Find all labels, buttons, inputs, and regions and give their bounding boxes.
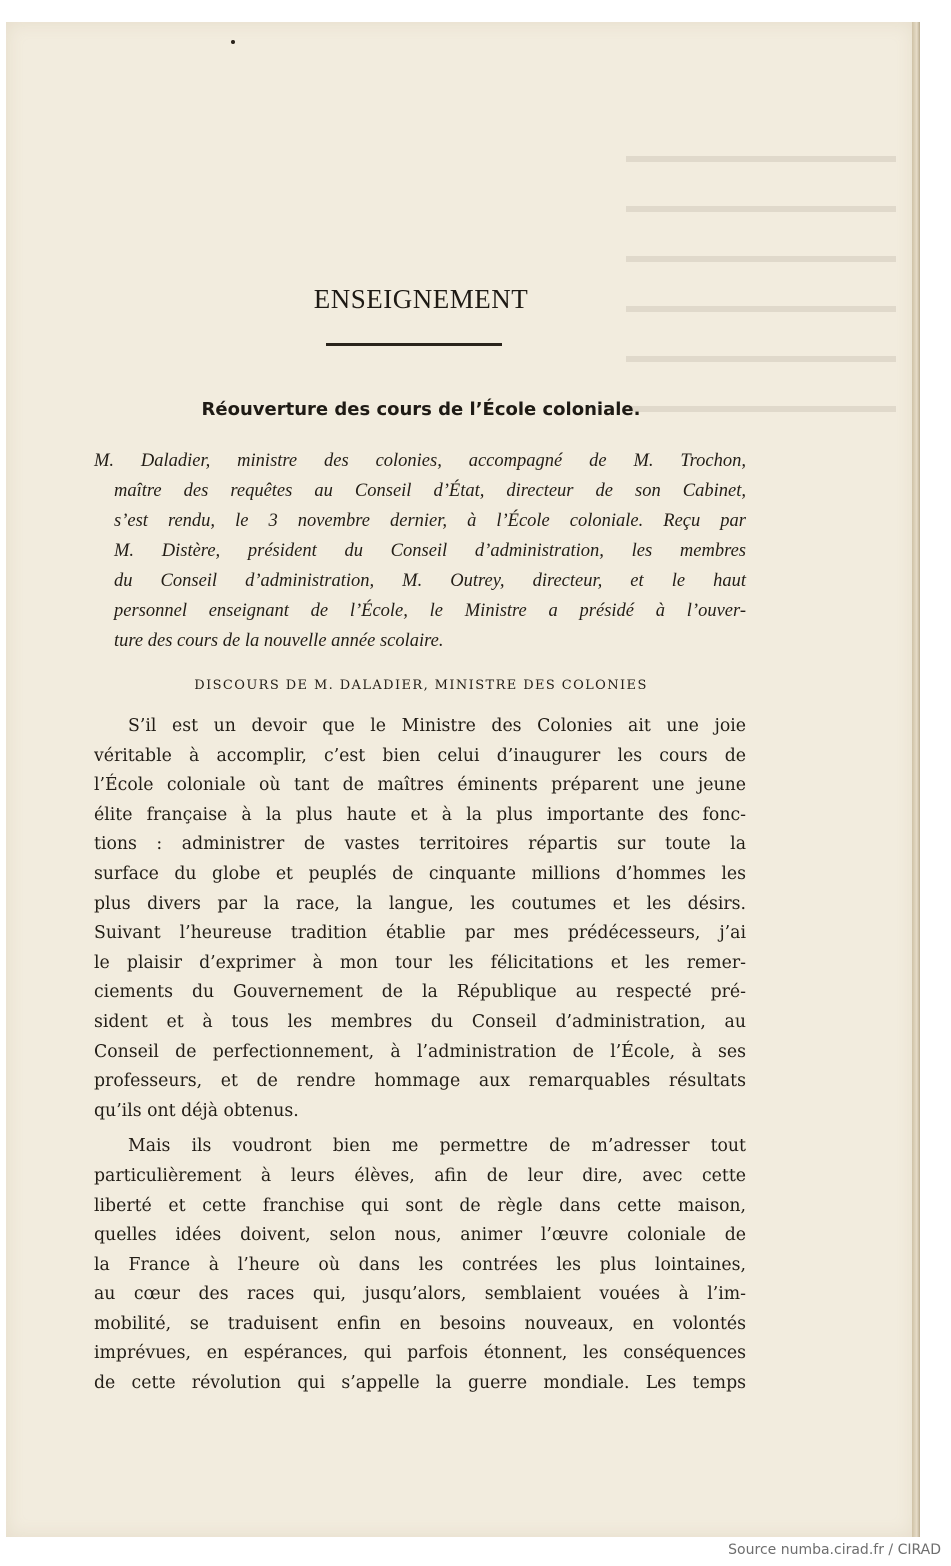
body-line: qu’ils ont déjà obtenus. — [94, 1100, 299, 1121]
body-line: au cœur des races qui, jusqu’alors, semblaient vouées à l’im- — [94, 1284, 746, 1305]
body-line: sident et à tous les membres du Conseil d’administration, au — [94, 1011, 746, 1032]
body-line: ciements du Gouvernement de la République au respecté pré- — [94, 982, 746, 1003]
body-line: la France à l’heure où dans les contrées les plus lointaines, — [94, 1254, 746, 1275]
body-line: S’il est un devoir que le Ministre des Colonies ait une joie — [128, 716, 746, 736]
body-line: de cette révolution qui s’appelle la guerre mondiale. Les temps — [94, 1373, 746, 1394]
intro-line: personnel enseignant de l’École, le Ministre a présidé à l’ouver- — [114, 601, 746, 621]
title-underline — [326, 343, 502, 346]
body-line: tions : administrer de vastes territoires répartis sur toute la — [94, 834, 746, 855]
intro-line: M. Distère, président du Conseil d’administration, les membres — [114, 541, 746, 561]
body-line: Mais ils voudront bien me permettre de m’adresser tout — [128, 1136, 746, 1157]
intro-line: maître des requêtes au Conseil d’État, directeur de son Cabinet, — [114, 481, 746, 501]
body-line: surface du globe et peuplés de cinquante millions d’hommes les — [94, 863, 746, 884]
body-line: le plaisir d’exprimer à mon tour les félicitations et les remer- — [94, 952, 746, 973]
intro-line: M. Daladier, ministre des colonies, accompagné de M. Trochon, — [94, 451, 746, 471]
ink-speck — [231, 40, 235, 44]
article-subtitle: Réouverture des cours de l’École coloniale. — [201, 399, 641, 420]
page-title: ENSEIGNEMENT — [313, 284, 529, 314]
body-line: particulièrement à leurs élèves, afin de leur dire, avec cette — [94, 1165, 746, 1186]
intro-paragraph — [94, 446, 746, 656]
speech-body — [94, 712, 746, 1399]
intro-line: du Conseil d’administration, M. Outrey, directeur, et le haut — [114, 571, 746, 591]
body-line: quelles idées doivent, selon nous, animer l’œuvre coloniale de — [94, 1225, 746, 1246]
body-line: mobilité, se traduisent enfin en besoins nouveaux, en volontés — [94, 1313, 746, 1334]
body-line: professeurs, et de rendre hommage aux remarquables résultats — [94, 1071, 746, 1092]
body-line: Suivant l’heureuse tradition établie par mes prédécesseurs, j’ai — [94, 923, 746, 944]
page-edge — [912, 22, 920, 1537]
body-line: l’École coloniale où tant de maîtres éminents préparent une jeune — [94, 775, 746, 796]
body-line: liberté et cette franchise qui sont de règle dans cette maison, — [94, 1195, 746, 1216]
scanned-page — [6, 22, 914, 1537]
intro-line: ture des cours de la nouvelle année scolaire. — [114, 631, 444, 651]
section-heading: DISCOURS DE M. DALADIER, MINISTRE DES COLONIES — [194, 678, 648, 693]
intro-line: s’est rendu, le 3 novembre dernier, à l’École coloniale. Reçu par — [114, 511, 746, 531]
body-line: imprévues, en espérances, qui parfois étonnent, les conséquences — [94, 1343, 746, 1364]
show-through-text — [626, 122, 896, 442]
body-line: plus divers par la race, la langue, les coutumes et les désirs. — [94, 893, 746, 914]
body-line: Conseil de perfectionnement, à l’administration de l’École, à ses — [94, 1041, 746, 1062]
body-line: véritable à accomplir, c’est bien celui d’inaugurer les cours de — [94, 745, 746, 766]
body-line: élite française à la plus haute et à la plus importante des fonc- — [94, 804, 746, 825]
source-credit: Source numba.cirad.fr / CIRAD — [728, 1542, 941, 1558]
